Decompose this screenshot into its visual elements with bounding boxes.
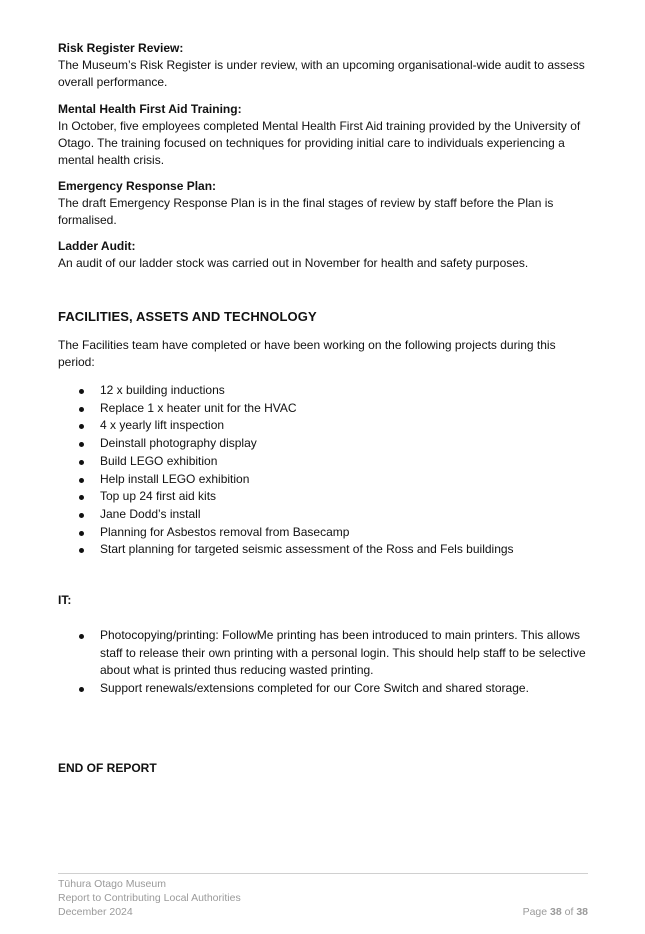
- mental-health-text: In October, five employees completed Mental Health First Aid training provided by the University of Otago. The training focused on techniques for providing initial care to individuals experiencing a mental health crisis.: [58, 119, 581, 167]
- footer-date: December 2024: [58, 906, 133, 918]
- risk-register-heading: Risk Register Review:: [58, 41, 184, 55]
- list-item: 12 x building inductions: [58, 382, 590, 400]
- footer-organisation: Tūhura Otago Museum: [58, 878, 166, 890]
- list-item: Photocopying/printing: FollowMe printing has been introduced to main printers. This allows staff to release their own printing with a personal login. This should help staff to be selective about what is printed thus reducing wasted printing.: [58, 627, 590, 680]
- facilities-section: [58, 308, 590, 559]
- footer-divider: [58, 873, 588, 874]
- ladder-audit-section: [58, 238, 590, 272]
- footer-info: [58, 877, 241, 919]
- it-list: [58, 627, 590, 698]
- list-item: Jane Dodd’s install: [58, 506, 590, 524]
- list-item: Support renewals/extensions completed for our Core Switch and shared storage.: [58, 680, 590, 698]
- page-number: [490, 905, 588, 919]
- mental-health-heading: Mental Health First Aid Training:: [58, 102, 242, 116]
- list-item: Planning for Asbestos removal from Basecamp: [58, 524, 590, 542]
- facilities-intro: The Facilities team have completed or have been working on the following projects during this period:: [58, 338, 556, 369]
- mental-health-section: [58, 101, 590, 169]
- risk-register-text: The Museum’s Risk Register is under review, with an upcoming organisational-wide audit to assess overall performance.: [58, 58, 585, 89]
- page-total: 38: [576, 906, 588, 918]
- list-item: Deinstall photography display: [58, 435, 590, 453]
- it-section: [58, 592, 590, 698]
- ladder-audit-heading: Ladder Audit:: [58, 239, 136, 253]
- list-item: 4 x yearly lift inspection: [58, 417, 590, 435]
- footer-report-title: Report to Contributing Local Authorities: [58, 892, 241, 904]
- emergency-plan-heading: Emergency Response Plan:: [58, 179, 217, 193]
- emergency-plan-text: The draft Emergency Response Plan is in the final stages of review by staff before the Plan is formalised.: [58, 196, 554, 227]
- list-item: Start planning for targeted seismic assessment of the Ross and Fels buildings: [58, 541, 590, 559]
- page-of: of: [564, 906, 574, 918]
- list-item: Build LEGO exhibition: [58, 453, 590, 471]
- ladder-audit-text: An audit of our ladder stock was carried out in November for health and safety purposes.: [58, 256, 529, 270]
- end-of-report-text: END OF REPORT: [58, 761, 157, 775]
- page-label: Page: [522, 906, 548, 918]
- list-item: Help install LEGO exhibition: [58, 471, 590, 489]
- list-item: Top up 24 first aid kits: [58, 488, 590, 506]
- end-of-report: [58, 760, 590, 777]
- it-title: IT:: [58, 593, 72, 607]
- list-item: Replace 1 x heater unit for the HVAC: [58, 400, 590, 418]
- emergency-plan-section: [58, 178, 590, 229]
- facilities-title: FACILITIES, ASSETS AND TECHNOLOGY: [58, 309, 317, 324]
- facilities-list: [58, 382, 590, 559]
- page-current: 38: [550, 906, 562, 918]
- risk-register-section: [58, 40, 590, 91]
